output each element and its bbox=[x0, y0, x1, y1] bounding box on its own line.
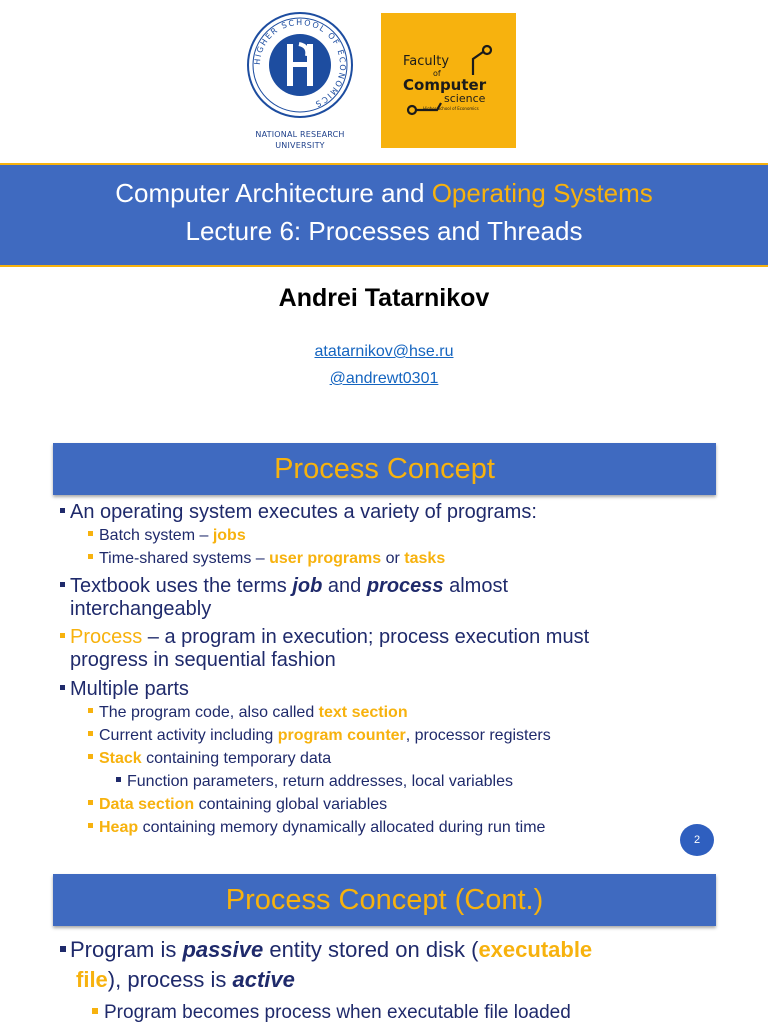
subbullet-program-becomes-process bbox=[92, 1001, 571, 1025]
bullet-marker bbox=[88, 800, 93, 805]
author-name: Andrei Tatarnikov bbox=[278, 284, 490, 312]
hse-ring-text: HIGHER SCHOOL OF ECONOMICS bbox=[252, 17, 348, 110]
bullet-marker bbox=[88, 531, 93, 536]
faculty-cs-logo bbox=[381, 13, 516, 148]
bullet-marker bbox=[92, 1008, 98, 1014]
hse-logo-graphic bbox=[249, 14, 351, 116]
subbullet-stack bbox=[88, 749, 331, 769]
slide-header-process-concept-cont: Process Concept (Cont.) bbox=[53, 874, 716, 926]
bullet-text: Program becomes process when executable file loaded bbox=[104, 1002, 571, 1023]
bullet-textbook-terms-line2: interchangeably bbox=[70, 598, 212, 620]
bullet-process-definition bbox=[60, 626, 589, 648]
fcs-word-faculty: Faculty bbox=[403, 54, 450, 69]
term-user-programs: user programs bbox=[269, 550, 382, 567]
term-executable: executable bbox=[478, 937, 593, 962]
bullet-text: Time-shared systems – bbox=[99, 550, 270, 567]
bullet-marker bbox=[88, 554, 93, 559]
bullet-text: Function parameters, return addresses, local variables bbox=[127, 773, 513, 790]
bullet-text: Multiple parts bbox=[70, 678, 189, 700]
subsubbullet-function-params bbox=[116, 772, 513, 792]
author-email-link[interactable]: atatarnikov@hse.ru bbox=[314, 343, 454, 360]
bullet-text: containing memory dynamically allocated during run time bbox=[138, 819, 546, 836]
subbullet-current-activity bbox=[88, 726, 551, 746]
fcs-word-science: science bbox=[444, 92, 486, 105]
bullet-text: – a program in execution; process execution must bbox=[142, 626, 590, 648]
bullet-text: and bbox=[322, 575, 367, 597]
bullet-marker bbox=[60, 582, 65, 587]
term-process: process bbox=[366, 575, 444, 597]
bullet-process-definition-line2: progress in sequential fashion bbox=[70, 649, 336, 671]
bullet-marker bbox=[88, 754, 93, 759]
bullet-text: Batch system – bbox=[99, 527, 213, 544]
slide-header-process-concept: Process Concept bbox=[53, 443, 716, 495]
term-data-section: Data section bbox=[99, 796, 195, 813]
bullet-marker bbox=[60, 508, 65, 513]
bullet-text: containing global variables bbox=[194, 796, 388, 813]
fcs-word-computer: Computer bbox=[403, 76, 487, 94]
bullet-program-passive bbox=[60, 935, 592, 965]
author-handle-link[interactable]: @andrewt0301 bbox=[329, 370, 439, 387]
bullet-text: containing temporary data bbox=[141, 750, 332, 767]
bullet-text: ), process is bbox=[107, 967, 233, 992]
subbullet-batch bbox=[88, 526, 246, 546]
bullet-os-executes bbox=[60, 501, 537, 523]
lecture-title: Lecture 6: Processes and Threads bbox=[185, 216, 583, 246]
bullet-text: , processor registers bbox=[405, 727, 551, 744]
bullet-marker bbox=[116, 777, 121, 782]
term-heap: Heap bbox=[99, 819, 139, 836]
term-passive: passive bbox=[182, 937, 264, 962]
term-tasks: tasks bbox=[404, 550, 446, 567]
bullet-marker bbox=[88, 731, 93, 736]
bullet-text: almost bbox=[443, 575, 508, 597]
bullet-textbook-terms bbox=[60, 575, 508, 597]
term-jobs: jobs bbox=[212, 527, 246, 544]
term-program-counter: program counter bbox=[277, 727, 406, 744]
hse-caption bbox=[240, 129, 360, 151]
fcs-word-of: of bbox=[433, 69, 441, 78]
term-file: file bbox=[76, 967, 108, 992]
term-stack: Stack bbox=[99, 750, 142, 767]
course-title-part1: Computer Architecture and bbox=[115, 178, 432, 208]
bullet-program-passive-line2 bbox=[76, 965, 295, 995]
fcs-word-hse: Higher School of Economics bbox=[423, 106, 479, 111]
hse-caption-line2: UNIVERSITY bbox=[275, 141, 325, 150]
bullet-marker bbox=[60, 946, 66, 952]
term-job: job bbox=[292, 575, 323, 597]
bullet-text: The program code, also called bbox=[99, 704, 319, 721]
hse-logo bbox=[247, 12, 353, 118]
term-text-section: text section bbox=[318, 704, 408, 721]
bullet-marker bbox=[88, 708, 93, 713]
bullet-text: Program is bbox=[70, 937, 183, 962]
page-number-badge: 2 bbox=[680, 824, 714, 856]
bullet-text: Textbook uses the terms bbox=[70, 575, 293, 597]
subbullet-time-shared bbox=[88, 549, 445, 569]
bullet-marker bbox=[60, 633, 65, 638]
bullet-multiple-parts bbox=[60, 678, 189, 700]
course-title-part2: Operating Systems bbox=[431, 178, 653, 208]
course-title bbox=[0, 178, 768, 209]
term-process-highlight: Process bbox=[70, 626, 143, 648]
subbullet-heap bbox=[88, 818, 545, 838]
bullet-text: An operating system executes a variety of programs: bbox=[70, 501, 537, 523]
bullet-text: entity stored on disk ( bbox=[263, 937, 479, 962]
bullet-marker bbox=[88, 823, 93, 828]
subbullet-data-section bbox=[88, 795, 387, 815]
term-active: active bbox=[232, 967, 295, 992]
bullet-text: or bbox=[381, 550, 405, 567]
subbullet-program-code bbox=[88, 703, 408, 723]
hse-caption-line1: NATIONAL RESEARCH bbox=[255, 130, 345, 139]
bullet-marker bbox=[60, 685, 65, 690]
bullet-text: Current activity including bbox=[99, 727, 278, 744]
